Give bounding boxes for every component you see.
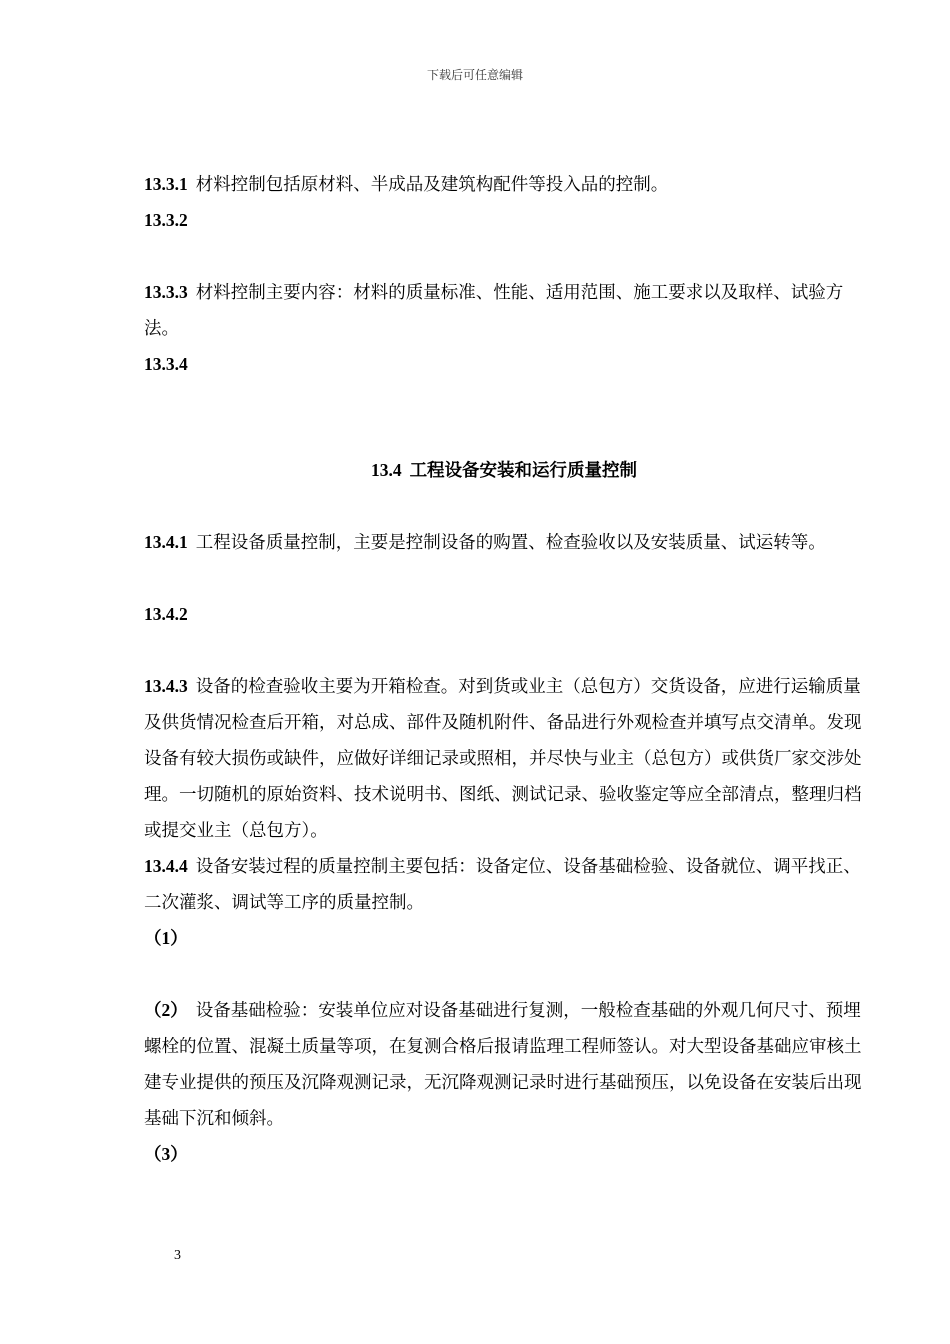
clause-text: 设备的检查验收主要为开箱检查。对到货或业主（总包方）交货设备，应进行运输质量及供货情况检查后开箱，对总成、部件及随机附件、备品进行外观检查并填写点交清单。发现设备有较大损伤或缺件，应做好详细记录或照相，并尽快与业主（总包方）或供货厂家交涉处理。一切随机的原始资料、技术说明书、图纸、测试记录、验收鉴定等应全部清点，整理归档或提交业主（总包方）。 (144, 677, 862, 841)
item-1 (144, 920, 864, 992)
clause-number: 13.4.3 (144, 676, 188, 696)
clause-13-3-1 (144, 166, 864, 202)
clause-number: 13.4.1 (144, 532, 188, 552)
clause-13-3-4 (144, 346, 864, 418)
section-heading (144, 452, 864, 524)
clause-text: 材料控制包括原材料、半成品及建筑构配件等投入品的控制。 (195, 175, 669, 195)
clause-13-4-2 (144, 596, 864, 668)
clause-number: 13.3.4 (144, 354, 188, 374)
page-header: 下载后可任意编辑 (426, 68, 523, 82)
clause-number: 13.3.3 (144, 282, 188, 302)
clause-text: 设备安装过程的质量控制主要包括：设备定位、设备基础检验、设备就位、调平找正、二次灌浆、调试等工序的质量控制。 (144, 857, 861, 913)
document-body (144, 166, 864, 1172)
clause-number: 13.3.2 (144, 210, 188, 230)
item-2 (144, 992, 864, 1136)
clause-number: 13.4.4 (144, 856, 188, 876)
clause-13-3-2 (144, 202, 864, 274)
item-3 (144, 1136, 864, 1172)
item-text: 设备基础检验：安装单位应对设备基础进行复测，一般检查基础的外观几何尺寸、预埋螺栓的位置、混凝土质量等项，在复测合格后报请监理工程师签认。对大型设备基础应审核土建专业提供的预压及沉降观测记录，无沉降观测记录时进行基础预压，以免设备在安装后出现基础下沉和倾斜。 (144, 1001, 862, 1129)
clause-13-4-1 (144, 524, 864, 596)
clause-13-4-3 (144, 668, 864, 848)
clause-text: 工程设备质量控制，主要是控制设备的购置、检查验收以及安装质量、试运转等。 (195, 533, 826, 553)
section-title: 工程设备安装和运行质量控制 (409, 461, 638, 481)
item-number: （2） (144, 1000, 188, 1020)
item-number: （3） (144, 1144, 188, 1164)
clause-number: 13.4.2 (144, 604, 188, 624)
clause-13-3-3 (144, 274, 864, 346)
page-number: 3 (174, 1248, 181, 1263)
item-number: （1） (144, 928, 188, 948)
clause-13-4-4 (144, 848, 864, 920)
section-number: 13.4 (370, 460, 402, 480)
clause-text: 材料控制主要内容：材料的质量标准、性能、适用范围、施工要求以及取样、试验方法。 (144, 283, 844, 339)
clause-number: 13.3.1 (144, 174, 188, 194)
